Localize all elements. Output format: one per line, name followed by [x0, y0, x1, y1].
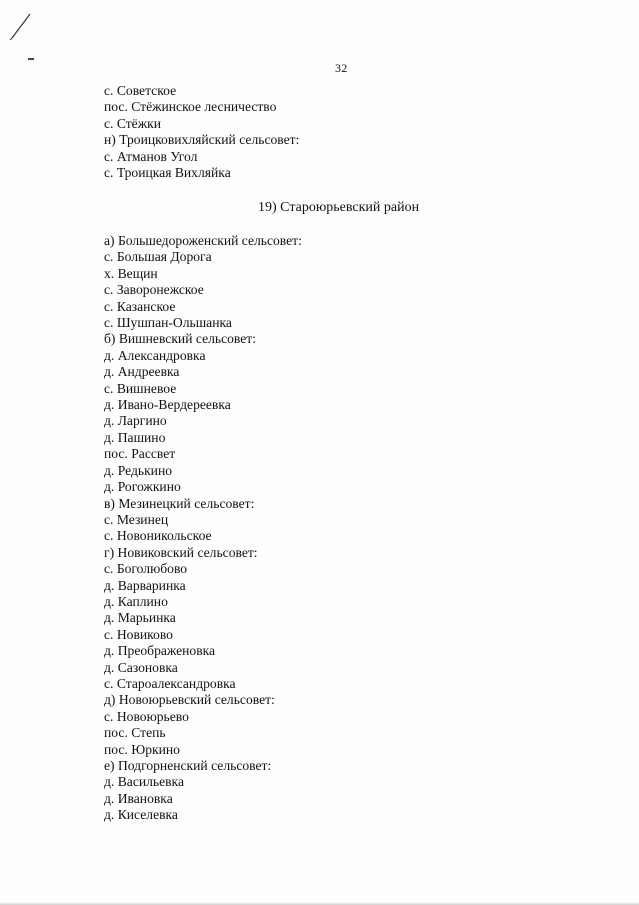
settlement-entry: с. Новоникольское [104, 528, 212, 544]
settlement-entry: д. Преображеновка [104, 643, 216, 659]
council-heading: а) Большедороженский сельсовет: [104, 233, 302, 248]
settlement-entry: с. Боголюбово [104, 561, 188, 577]
settlement-entry: с. Вишневое [104, 380, 177, 396]
council-heading: б) Вишневский сельсовет: [104, 331, 257, 347]
council-heading: е) Подгорненский сельсовет: [104, 758, 272, 773]
page-number: 32 [335, 61, 348, 75]
settlement-entry: д. Васильевка [104, 774, 184, 790]
council-heading: г) Новиковский сельсовет: [104, 544, 258, 560]
settlement-entry: с. Атманов Угол [104, 148, 198, 164]
settlement-entry: с. Троицкая Вихляйка [104, 165, 231, 181]
settlement-entry: д. Редькино [104, 462, 173, 478]
district-settlement-list [104, 233, 302, 824]
settlement-entry: пос. Рассвет [104, 446, 176, 462]
settlement-entry: с. Советское [104, 83, 177, 98]
settlement-entry: х. Вещин [104, 265, 158, 281]
settlement-entry: с. Новоюрьево [104, 708, 189, 724]
scan-dash-mark [28, 58, 34, 60]
settlement-entry: д. Варваринка [104, 577, 186, 593]
settlement-entry: пос. Стёжинское лесничество [104, 99, 277, 115]
pen-stroke-mark [8, 12, 34, 42]
settlement-entry: пос. Степь [104, 725, 166, 741]
settlement-entry: д. Рогожкино [104, 479, 181, 495]
settlement-entry: с. Новиково [104, 626, 173, 642]
settlement-entry: д. Андреевка [104, 364, 180, 380]
settlement-entry: с. Заворонежское [104, 282, 204, 298]
settlement-entry: д. Ивановка [104, 790, 173, 806]
council-heading: в) Мезинецкий сельсовет: [104, 495, 255, 511]
settlement-entry: с. Большая Дорога [104, 249, 212, 265]
settlement-entry: д. Сазоновка [104, 659, 178, 675]
settlement-entry: с. Староалександровка [104, 675, 236, 691]
settlement-entry: д. Пашино [104, 429, 166, 445]
council-heading: д) Новоюрьевский сельсовет: [104, 692, 275, 708]
section-heading: 19) Староюрьевский район [258, 200, 420, 215]
settlement-entry: с. Шушпан-Ольшанка [104, 315, 232, 331]
settlement-entry: д. Каплино [104, 593, 168, 609]
settlement-entry: д. Ларгино [104, 413, 167, 429]
settlement-entry: пос. Юркино [104, 741, 180, 757]
settlement-entry: с. Мезинец [104, 511, 169, 527]
council-heading: н) Троицковихляйский сельсовет: [104, 132, 300, 148]
settlement-entry: с. Стёжки [104, 115, 161, 131]
settlement-entry: д. Марьинка [104, 610, 176, 626]
continued-settlement-list [104, 83, 299, 181]
settlement-entry: д. Александровка [104, 347, 206, 363]
settlement-entry: с. Казанское [104, 298, 176, 314]
settlement-entry: д. Киселевка [104, 807, 178, 823]
settlement-entry: д. Ивано-Вердереевка [104, 397, 231, 413]
